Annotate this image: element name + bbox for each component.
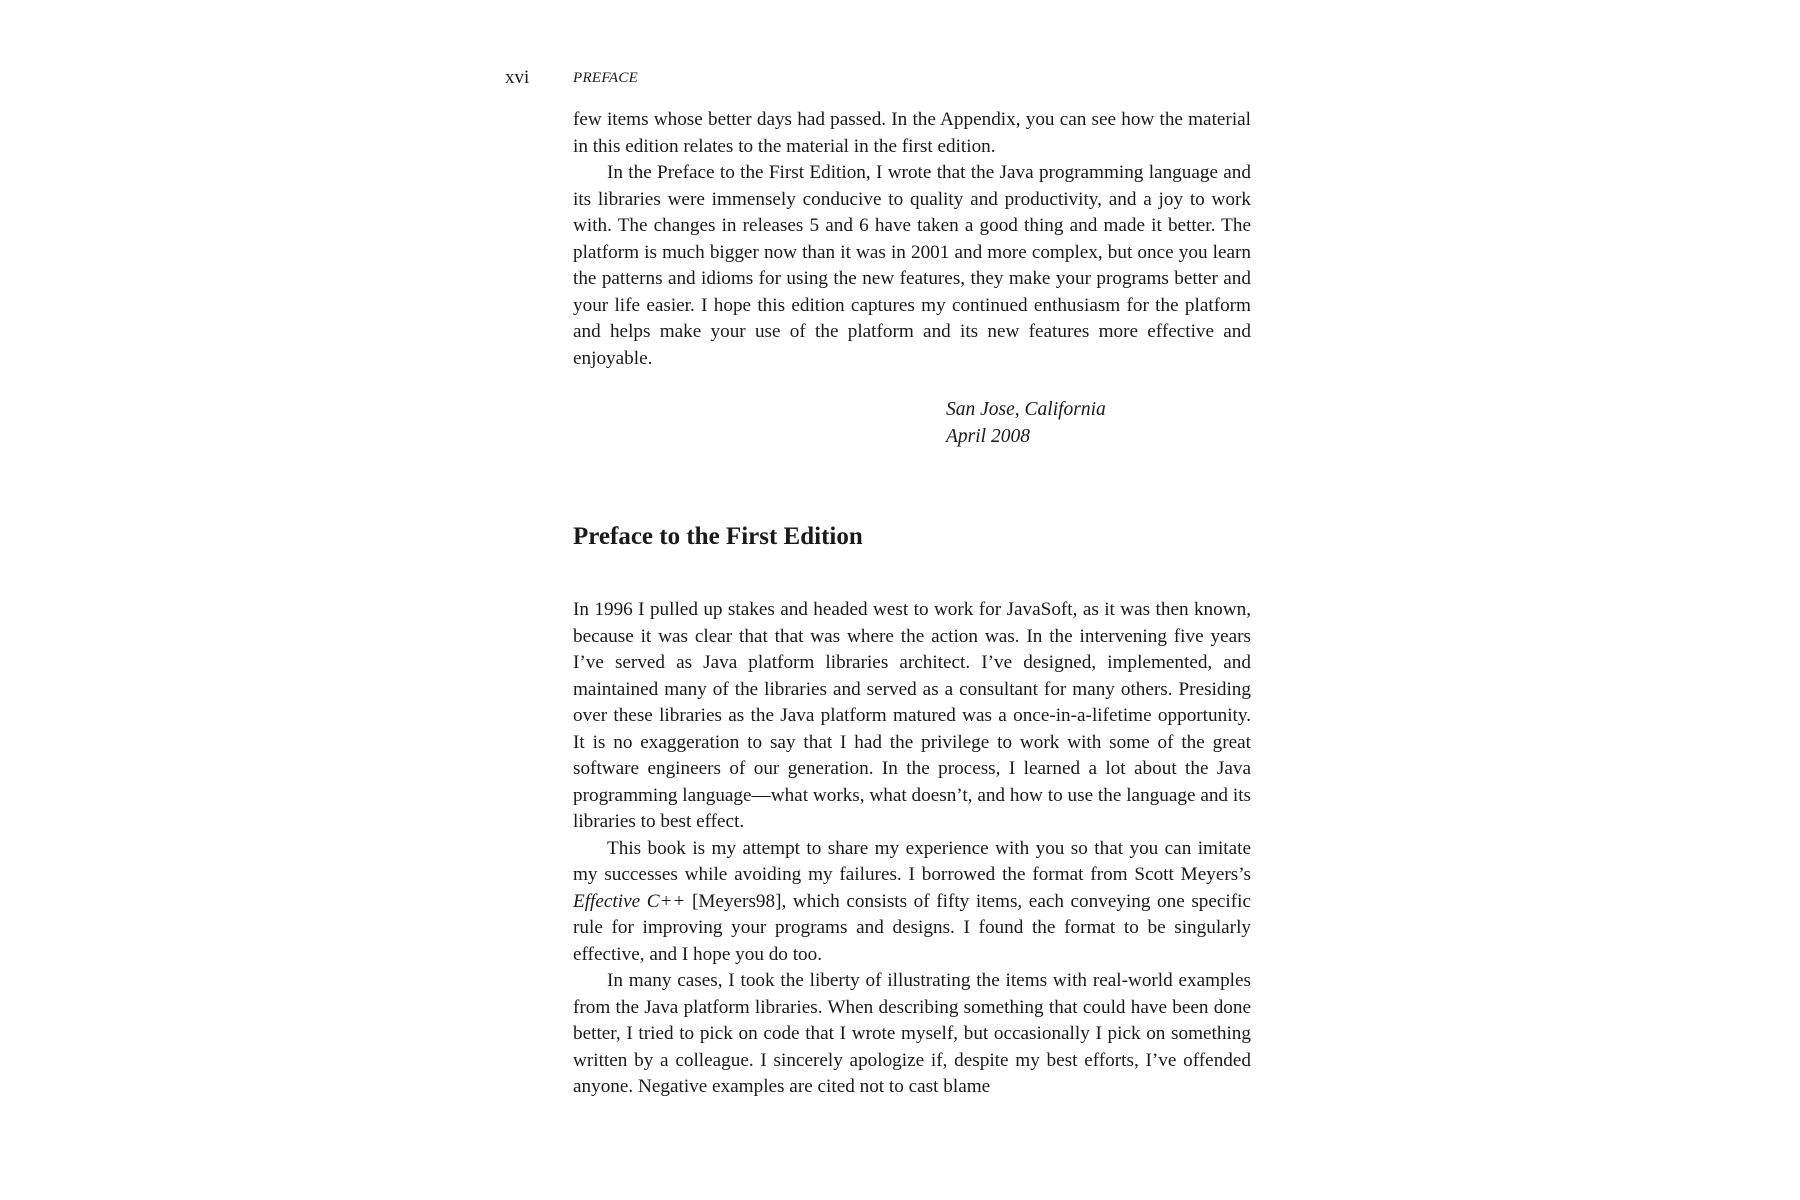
book-title: Effective C++: [573, 890, 686, 912]
paragraph: few items whose better days had passed. In the Appendix, you can see how the material in this edition relates to the material in the first edition.: [573, 109, 1251, 157]
section-body: [573, 597, 1251, 1101]
running-head: PREFACE: [573, 70, 639, 86]
paragraph: In the Preface to the First Edition, I wrote that the Java programming language and its libraries were immensely conducive to quality and productivity, and a joy to work with. The changes in releases 5 and 6 have taken a good thing and made it better. The platform is much bigger now than it was in 2001 and more complex, but once you learn the patterns and idioms for using the new features, they make your programs better and your life easier. I hope this edition captures my continued enthusiasm for the platform and helps make your use of the platform and its new features more effective and enjoyable.: [573, 162, 1251, 369]
signature: [946, 397, 1106, 450]
paragraph: In 1996 I pulled up stakes and headed west to work for JavaSoft, as it was then known, because it was clear that that was where the action was. In the intervening five years I’ve served as Java platform libraries architect. I’ve designed, implemented, and maintained many of the libraries and served as a consultant for many others. Presiding over these libraries as the Java platform matured was a once-in-a-lifetime opportunity. It is no exaggeration to say that I had the privilege to work with some of the great software engineers of our generation. In the process, I learned a lot about the Java programming language—what works, what doesn’t, and how to use the language and its libraries to best effect.: [573, 599, 1251, 832]
paragraph-text: [Meyers98], which consists of fifty items, each conveying one specific rule for improving your programs and designs. I found the format to be singularly effective, and I hope you do too.: [573, 890, 1251, 965]
paragraph: In many cases, I took the liberty of illustrating the items with real-world examples from the Java platform libraries. When describing something that could have been done better, I tried to pick on code that I wrote myself, but occasionally I pick on something written by a colleague. I sincerely apologize if, despite my best efforts, I’ve offended anyone. Negative examples are cited not to cast blame: [573, 970, 1251, 1097]
page-number: xvi: [505, 67, 530, 88]
section-heading: Preface to the First Edition: [573, 523, 863, 550]
signature-date: April 2008: [946, 425, 1030, 447]
continued-text: [573, 107, 1251, 372]
signature-place: San Jose, California: [946, 399, 1106, 420]
paragraph-text: This book is my attempt to share my experience with you so that you can imitate my successes while avoiding my failures. I borrowed the format from Scott Meyers’s: [573, 837, 1251, 885]
paragraph: [573, 836, 1251, 969]
